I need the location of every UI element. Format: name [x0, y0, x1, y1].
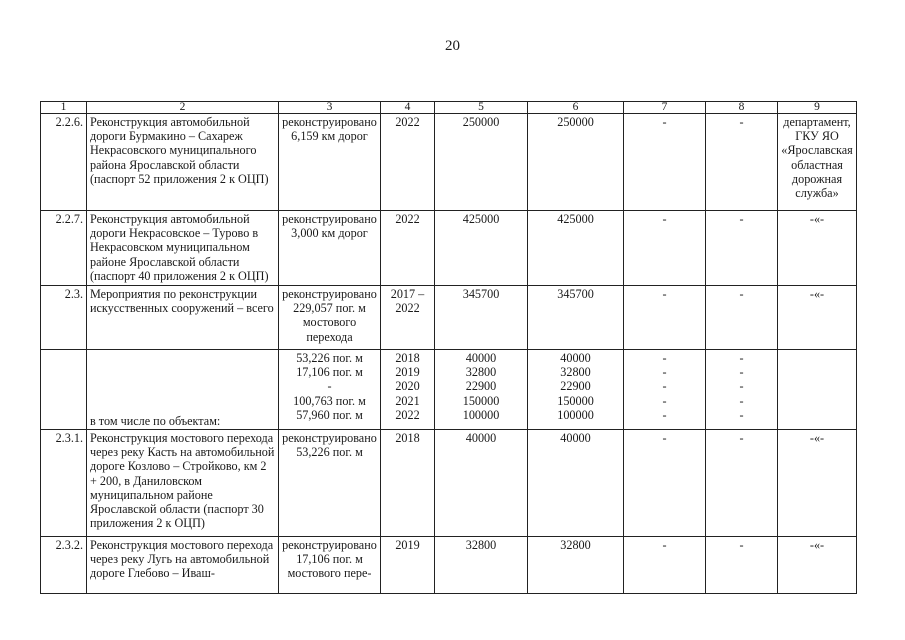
breakdown-value: 150000	[557, 393, 594, 408]
table-row-breakdown	[41, 350, 857, 430]
column-number: 6	[528, 102, 624, 114]
breakdown-value: -	[662, 407, 667, 422]
item-col7: -	[624, 114, 706, 211]
item-col8: -	[706, 114, 778, 211]
breakdown-value: 2021	[395, 393, 420, 408]
breakdown-value: 2018	[395, 351, 420, 365]
item-col5: 250000	[435, 114, 528, 211]
breakdown-value: 100000	[462, 407, 500, 422]
item-name-subtitle: в том числе по объектам:	[87, 350, 279, 430]
breakdown-value: -	[662, 393, 667, 408]
item-col5: 40000	[435, 430, 528, 537]
breakdown-value: 32800	[560, 365, 591, 380]
item-year: 2019	[381, 537, 435, 594]
item-name	[87, 286, 279, 350]
breakdown-years	[381, 350, 435, 430]
breakdown-value: -	[739, 351, 744, 365]
breakdown-value: 150000	[462, 393, 500, 408]
table-row	[41, 114, 857, 211]
breakdown-value: 2022	[395, 407, 420, 422]
item-result: реконструировано 17,106 пог. м мостового пере-	[279, 537, 381, 594]
breakdown-value: 40000	[560, 351, 591, 365]
item-col8: -	[706, 537, 778, 594]
item-name: Реконструкция мостового перехода через реку Касть на автомобильной дороге Козлово – Стройково, км 2 + 200, в Даниловском муниципальном районе Ярославской области (паспорт 30 приложения 2 к ОЦП)	[87, 430, 279, 537]
breakdown-value: -	[662, 365, 667, 380]
item-executor: -«-	[778, 286, 857, 350]
item-col7: -	[624, 430, 706, 537]
program-table	[40, 101, 857, 594]
breakdown-value: -	[662, 379, 667, 394]
item-col6: 40000	[528, 430, 624, 537]
breakdown-col7	[624, 350, 706, 430]
item-col6: 32800	[528, 537, 624, 594]
breakdown-value: -	[739, 379, 744, 394]
column-number: 1	[41, 102, 87, 114]
item-name-text: Мероприятия по реконструкции искусственных сооружений – всего	[90, 287, 274, 316]
column-number: 2	[87, 102, 279, 114]
breakdown-value: -	[739, 365, 744, 380]
item-executor: -«-	[778, 537, 857, 594]
breakdown-value: 22900	[560, 379, 591, 394]
item-col5: 345700	[435, 286, 528, 350]
column-number: 7	[624, 102, 706, 114]
breakdown-value: -	[662, 351, 667, 365]
item-year: 2022	[381, 114, 435, 211]
item-name: Реконструкция автомобильной дороги Бурмакино – Сахареж Некрасовского муниципального района Ярославской области (паспорт 52 приложения 2 к ОЦП)	[87, 114, 279, 211]
item-col8: -	[706, 211, 778, 286]
table-row	[41, 430, 857, 537]
breakdown-value: 2019	[395, 365, 420, 380]
table-row	[41, 211, 857, 286]
item-year: 2018	[381, 430, 435, 537]
item-number: 2.2.6.	[41, 114, 87, 211]
item-col6: 345700	[528, 286, 624, 350]
item-year: 2017 – 2022	[381, 286, 435, 350]
column-number: 3	[279, 102, 381, 114]
item-result: реконструировано 229,057 пог. м мостового перехода	[279, 286, 381, 350]
breakdown-col8	[706, 350, 778, 430]
column-number: 8	[706, 102, 778, 114]
item-name: Реконструкция автомобильной дороги Некрасовское – Турово в Некрасовском муниципальном районе Ярославской области (паспорт 40 приложения 2 к ОЦП)	[87, 211, 279, 286]
column-number: 4	[381, 102, 435, 114]
item-executor: -«-	[778, 430, 857, 537]
table-row	[41, 286, 857, 350]
breakdown-value: -	[327, 379, 332, 394]
breakdown-executor-empty	[778, 350, 857, 430]
breakdown-value: 2020	[395, 379, 420, 394]
breakdown-value: 100,763 пог. м	[293, 393, 366, 408]
item-col6: 250000	[528, 114, 624, 211]
breakdown-value: 57,960 пог. м	[296, 407, 363, 422]
breakdown-value: 100000	[557, 407, 594, 422]
item-col8: -	[706, 286, 778, 350]
item-col6: 425000	[528, 211, 624, 286]
item-result: реконструировано 53,226 пог. м	[279, 430, 381, 537]
column-number: 9	[778, 102, 857, 114]
page-number: 20	[445, 38, 460, 54]
breakdown-value: 22900	[465, 379, 497, 394]
item-name: Реконструкция мостового перехода через реку Лугь на автомобильной дороге Глебово – Иваш-	[87, 537, 279, 594]
item-col7: -	[624, 286, 706, 350]
item-number-empty	[41, 350, 87, 430]
item-executor: -«-	[778, 211, 857, 286]
breakdown-value: -	[739, 407, 744, 422]
item-number: 2.3.	[41, 286, 87, 350]
table-row	[41, 537, 857, 594]
item-col5: 32800	[435, 537, 528, 594]
item-col7: -	[624, 211, 706, 286]
item-result: реконструировано 6,159 км дорог	[279, 114, 381, 211]
item-year: 2022	[381, 211, 435, 286]
item-number: 2.2.7.	[41, 211, 87, 286]
column-number: 5	[435, 102, 528, 114]
breakdown-value: 17,106 пог. м	[296, 365, 363, 380]
item-number: 2.3.1.	[41, 430, 87, 537]
breakdown-value: 40000	[465, 351, 497, 365]
item-col7: -	[624, 537, 706, 594]
breakdown-value: -	[739, 393, 744, 408]
item-col8: -	[706, 430, 778, 537]
item-col5: 425000	[435, 211, 528, 286]
item-number: 2.3.2.	[41, 537, 87, 594]
breakdown-col5	[435, 350, 528, 430]
item-executor: департамент, ГКУ ЯО «Ярославская областная дорожная служба»	[778, 114, 857, 211]
breakdown-results	[279, 350, 381, 430]
breakdown-value: 32800	[465, 365, 497, 380]
breakdown-value: 53,226 пог. м	[296, 351, 363, 365]
breakdown-col6	[528, 350, 624, 430]
item-result: реконструировано 3,000 км дорог	[279, 211, 381, 286]
column-number-row	[41, 102, 857, 114]
